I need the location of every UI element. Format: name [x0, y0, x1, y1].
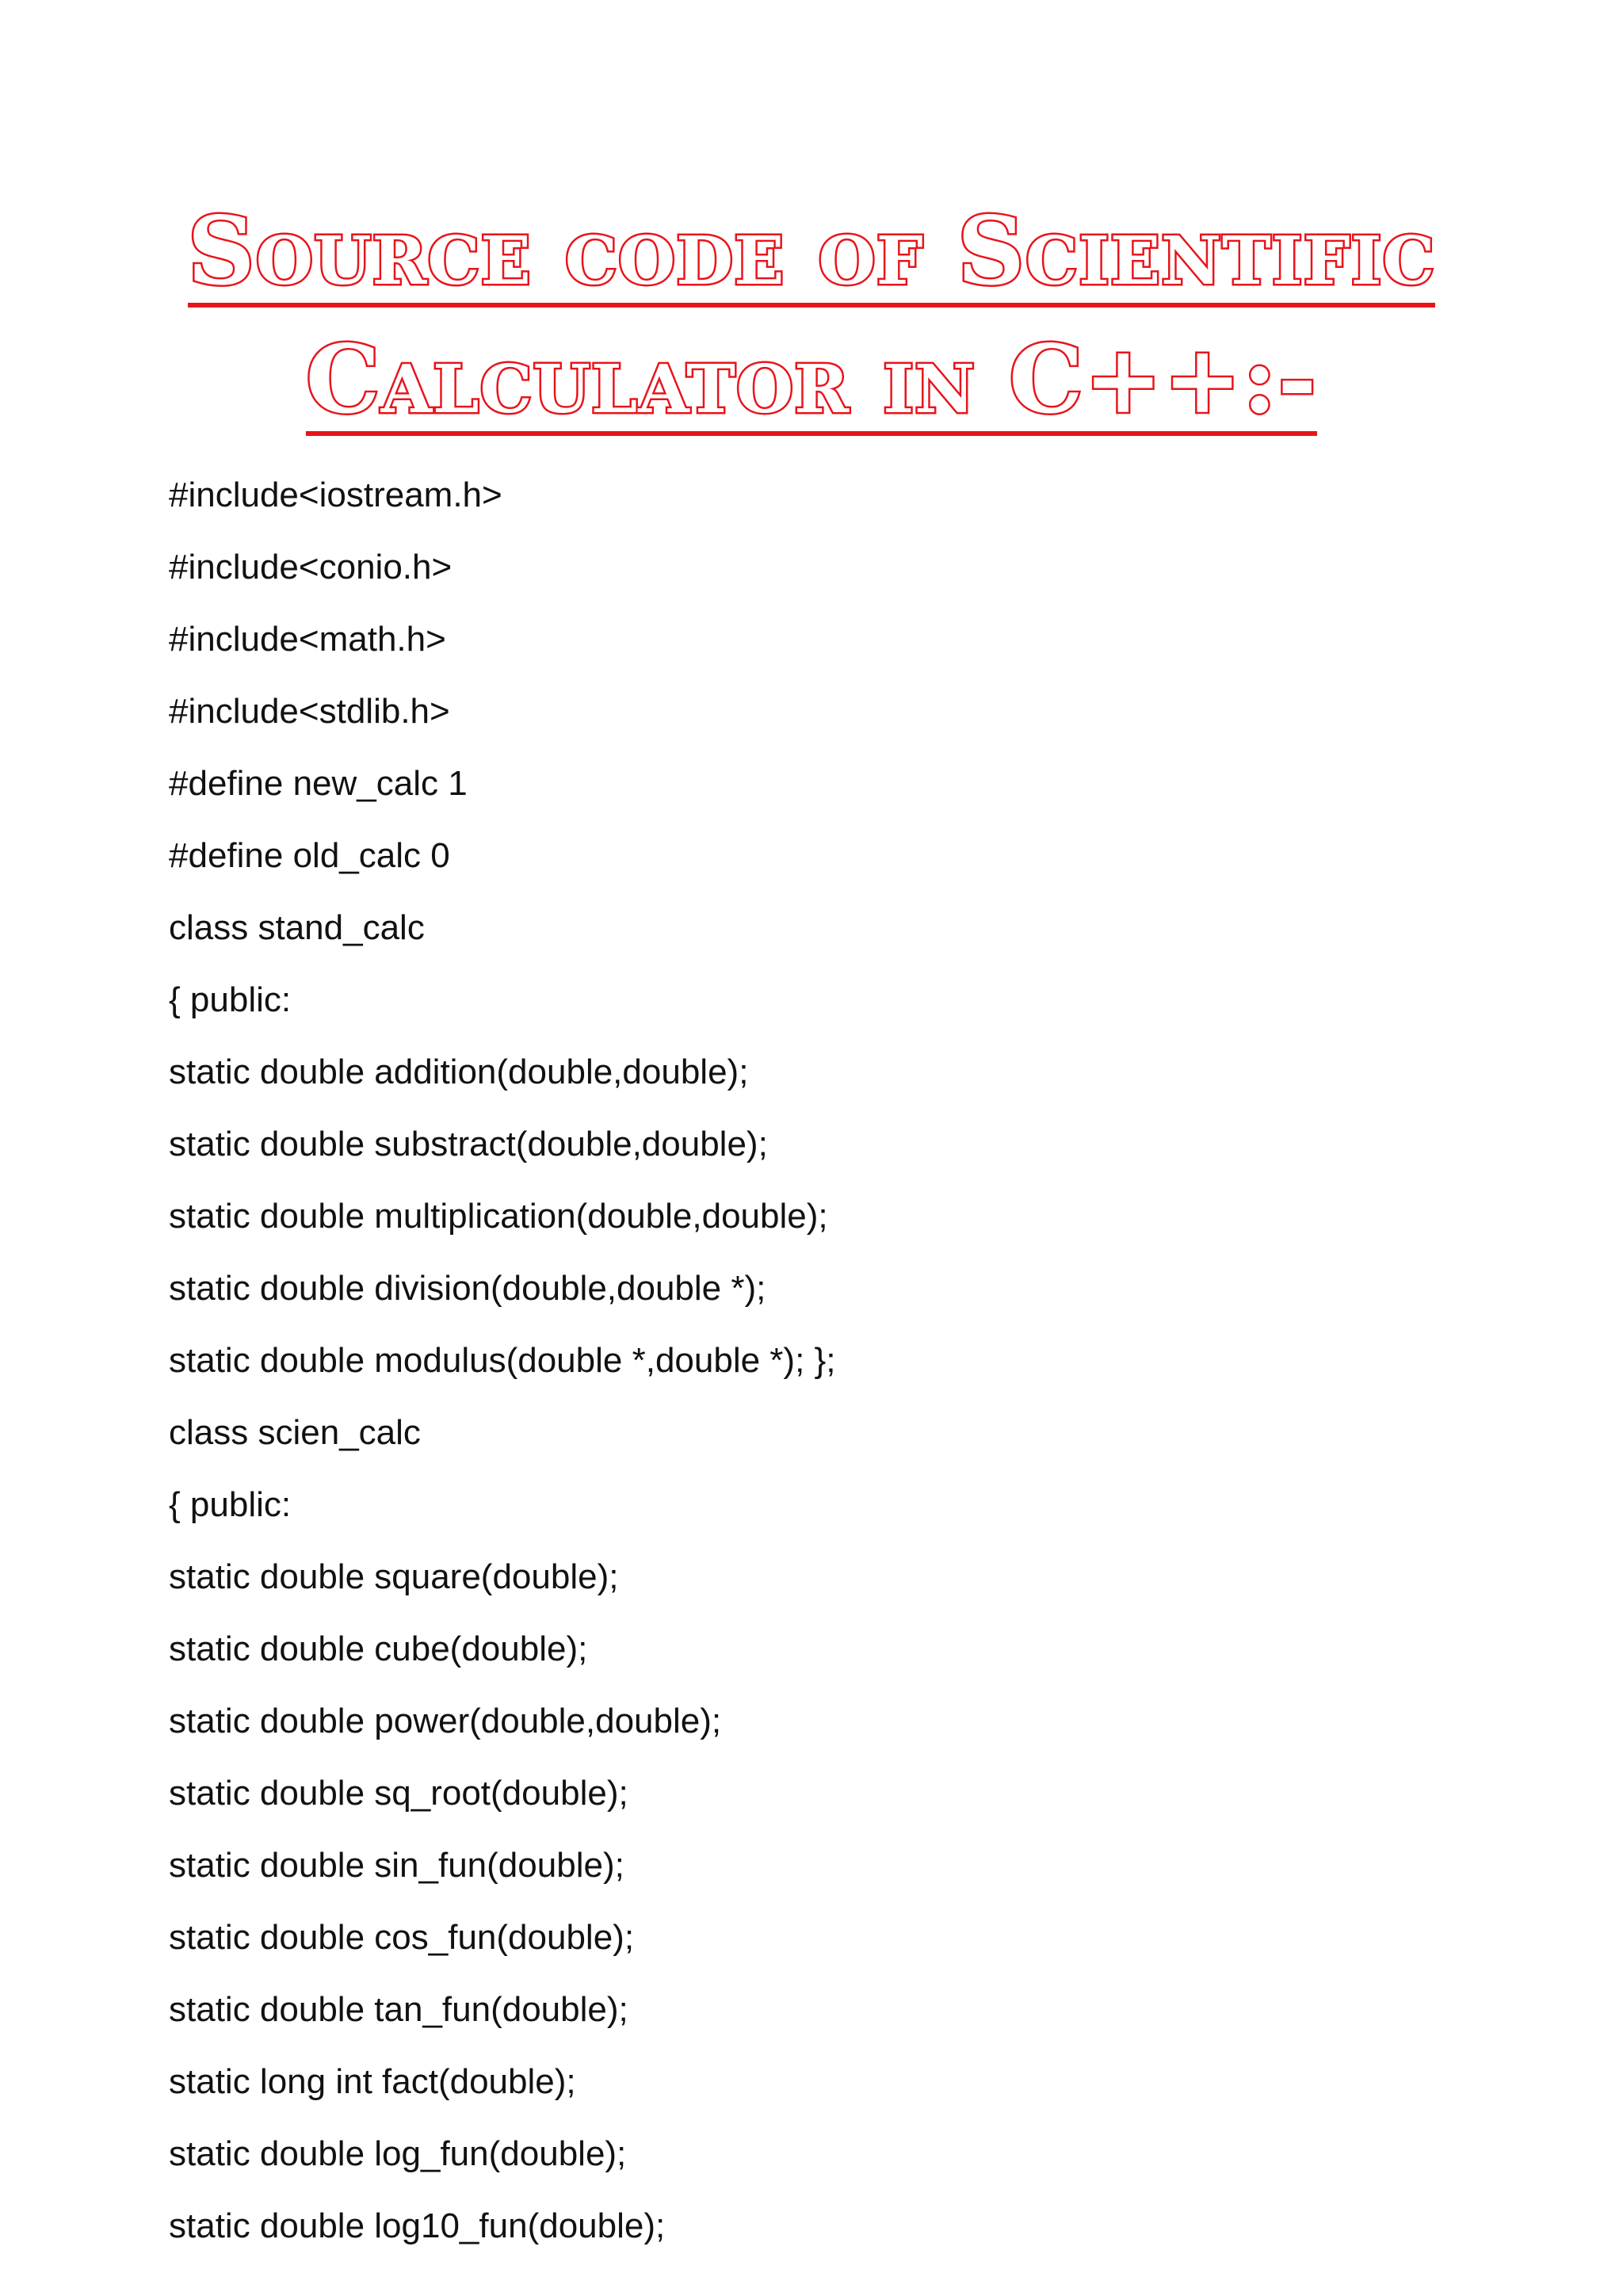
code-line: static double substract(double,double); [169, 1125, 768, 1163]
code-line: static double sq_root(double); [169, 1774, 628, 1813]
code-line: static double modulus(double *,double *); }; [169, 1341, 836, 1380]
code-line: class stand_calc [169, 908, 425, 947]
source-code-listing [169, 472, 835, 2275]
code-line: static double addition(double,double); [169, 1052, 749, 1091]
code-line: #include<iostream.h> [169, 476, 502, 514]
code-line: class scien_calc [169, 1413, 421, 1452]
code-line: static double multiplication(double,double); [169, 1197, 828, 1236]
code-line: static double log10_fun(double); [169, 2206, 666, 2245]
code-line: static double power(double,double); [169, 1702, 722, 1740]
code-line: static double sin_fun(double); [169, 1846, 624, 1885]
code-line: #define new_calc 1 [169, 764, 468, 803]
page-title-line-1 [0, 196, 1623, 308]
code-line: { public: [169, 980, 292, 1019]
code-line: static double square(double); [169, 1557, 619, 1596]
code-line: static double log_fun(double); [169, 2134, 627, 2173]
page-title-text-1: Source code of Scientific [187, 196, 1436, 306]
code-line: static long int fact(double); [169, 2062, 576, 2101]
code-line: #define old_calc 0 [169, 836, 450, 875]
code-line: static double cube(double); [169, 1629, 588, 1668]
code-line: #include<conio.h> [169, 548, 453, 586]
page-title-line-2 [0, 324, 1623, 436]
code-line: static double cos_fun(double); [169, 1918, 635, 1957]
code-line: #include<stdlib.h> [169, 692, 450, 731]
code-line: static double division(double,double *); [169, 1269, 766, 1308]
page-title-text-2: Calculator in C++:- [305, 324, 1318, 434]
code-line: static double tan_fun(double); [169, 1990, 628, 2029]
code-line: #include<math.h> [169, 620, 446, 659]
code-line: { public: [169, 1485, 292, 1524]
